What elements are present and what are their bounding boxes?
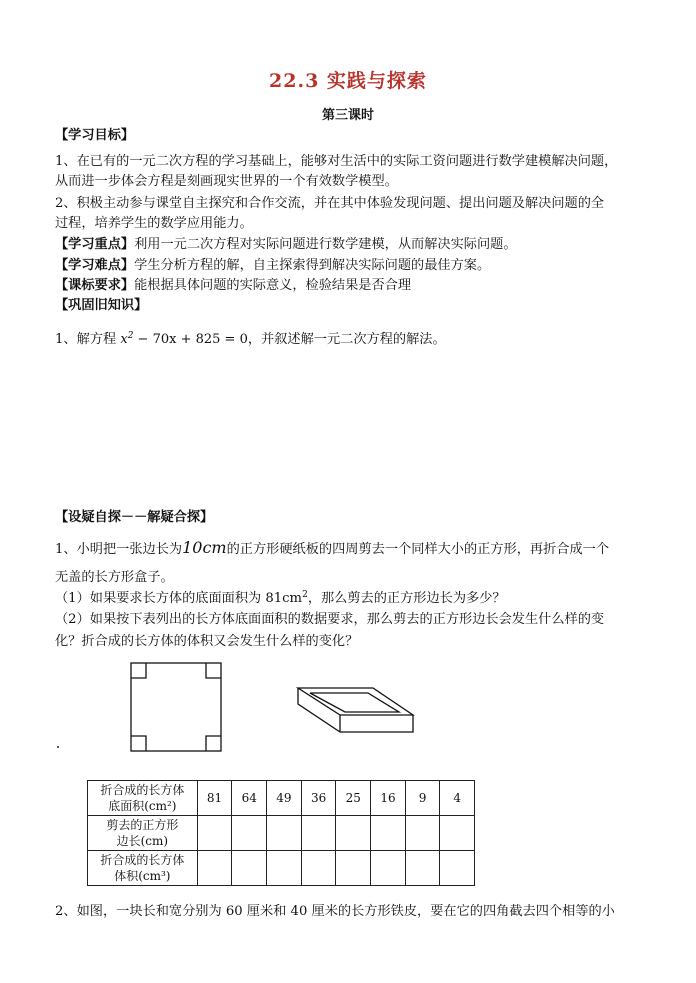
review-heading: 【巩固旧知识】 [55,298,148,313]
requirement-text: 能根据具体问题的实际意义，检验结果是否合理 [134,278,412,293]
side-cell[interactable] [371,816,406,851]
objective-line-4: 过程，培养学生的数学应用能力。 [55,216,253,231]
explore-q1-length: 10cm [182,538,227,557]
open-box-figure [298,688,413,732]
volume-cell[interactable] [371,851,406,886]
explore-q1-part-2-line-1: （2）如果按下表列出的长方体底面面积的数据要求，那么剪去的正方形边长会发生什么样的变 [55,612,605,627]
volume-cell[interactable] [197,851,232,886]
requirement [55,276,655,296]
area-cell: 81 [197,781,232,816]
volume-cell[interactable] [440,851,475,886]
review-question-1 [55,330,655,350]
head-side-line-2: 边长(cm) [116,834,169,848]
eq-x: x [120,332,128,347]
side-cell[interactable] [405,816,440,851]
area-cell: 9 [405,781,440,816]
table-head-side [88,816,198,851]
side-cell[interactable] [440,816,475,851]
area-cell: 16 [371,781,406,816]
difficulty-tag: 【学习难点】 [55,258,135,273]
area-cell: 49 [267,781,302,816]
objective-line-2: 从而进一步体会方程是刻画现实世界的一个有效数学模型。 [55,174,398,189]
page-title: 22.3 实践与探索 [269,70,427,92]
explore-q1-part-1 [55,589,655,609]
eq-sup: 2 [127,331,134,341]
volume-cell[interactable] [301,851,336,886]
question-2: 2、如图，一块长和宽分别为 60 厘米和 40 厘米的长方形铁皮，要在它的四角截去四个相等的小 [55,904,615,919]
eq-rest: − 70x + 825 = 0 [133,332,248,347]
difficulty [55,256,655,276]
review-q1-prefix: 1、解方程 [55,332,117,347]
table-row-volume [88,851,475,886]
page-subtitle: 第三课时 [321,108,374,123]
side-cell[interactable] [301,816,336,851]
stray-dot [57,746,59,748]
side-cell[interactable] [336,816,371,851]
explore-q1-p1-sup: 2 [302,590,308,600]
key-point-text: 利用一元二次方程对实际问题进行数学建模，从而解决实际问题。 [134,237,517,252]
head-volume-line-1: 折合成的长方体 [100,853,185,867]
volume-cell[interactable] [336,851,371,886]
difficulty-text: 学生分析方程的解，自主探索得到解决实际问题的最佳方案。 [134,258,491,273]
table-head-area [88,781,198,816]
head-area-line-2: 底面积(cm²) [108,799,177,813]
side-cell[interactable] [267,816,302,851]
review-q1-equation [120,332,248,347]
volume-cell[interactable] [405,851,440,886]
explore-q1-a: 1、小明把一张边长为 [55,542,183,557]
explore-q1-part-2-line-2: 化？折合成的长方体的体积又会发生什么样的变化？ [55,634,359,649]
explore-q1-line-1 [55,538,655,560]
requirement-tag: 【课标要求】 [55,278,135,293]
review-q1-suffix: ，并叙述解一元二次方程的解法。 [247,332,446,347]
head-volume-line-2: 体积(cm³) [114,869,171,883]
explore-q1-p1-b: ，那么剪去的正方形边长为多少？ [307,591,506,606]
paperboard-figures [125,660,425,770]
explore-q1-p1-a: （1）如果要求长方体的底面面积为 81cm [55,591,303,606]
side-cell[interactable] [232,816,267,851]
table-row-area [88,781,475,816]
explore-q1-b: 的正方形硬纸板的四周剪去一个同样大小的正方形，再折合成一个 [226,542,610,557]
head-area-line-1: 折合成的长方体 [100,783,185,797]
table-head-volume [88,851,198,886]
explore-heading: 【设疑自探－－解疑合探】 [55,510,214,525]
explore-q1-line-2: 无盖的长方形盒子。 [55,570,174,585]
objectives-heading: 【学习目标】 [55,128,135,143]
head-side-line-1: 剪去的正方形 [106,818,179,832]
side-cell[interactable] [197,816,232,851]
key-point-tag: 【学习重点】 [55,237,135,252]
square-paperboard-figure [131,663,221,751]
objective-line-3: 2、积极主动参与课堂自主探究和合作交流，并在其中体验发现问题、提出问题及解决问题的全 [55,196,605,211]
area-cell: 64 [232,781,267,816]
area-cell: 4 [440,781,475,816]
volume-cell[interactable] [267,851,302,886]
area-cell: 36 [301,781,336,816]
volume-cell[interactable] [232,851,267,886]
key-point [55,235,655,255]
table-row-side [88,816,475,851]
objective-line-1: 1、在已有的一元二次方程的学习基础上，能够对生活中的实际工资问题进行数学建模解决问题， [55,154,618,169]
box-data-table [87,780,475,886]
area-cell: 25 [336,781,371,816]
